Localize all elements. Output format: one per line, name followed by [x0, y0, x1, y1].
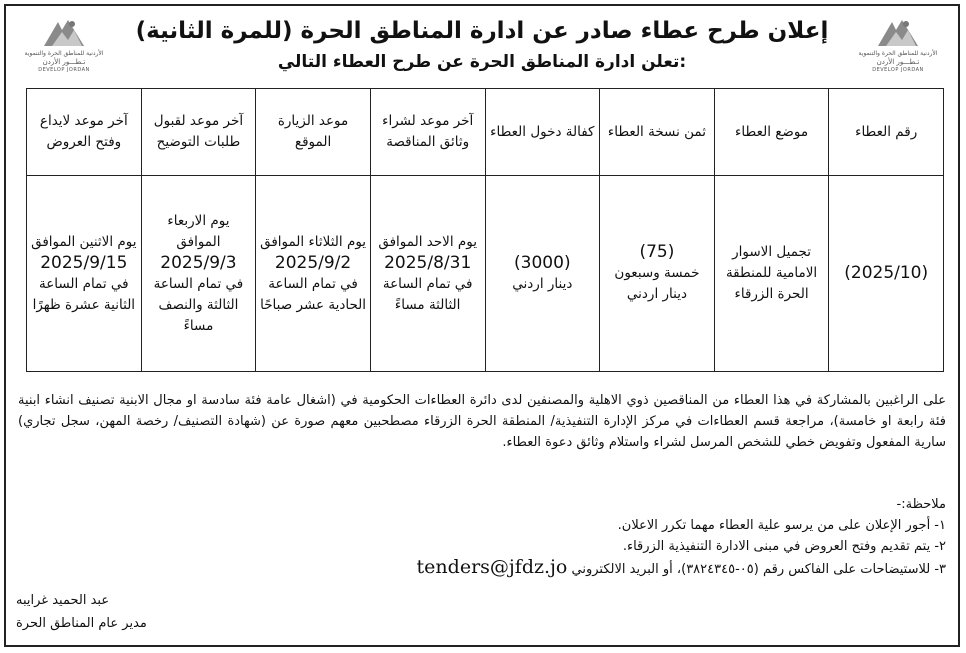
announcement-subtitle: تعلن ادارة المناطق الحرة عن طرح العطاء التالي:: [277, 52, 687, 72]
header-bid-bond: كفالة دخول العطاء: [485, 89, 600, 176]
header-copy-price: ثمن نسخة العطاء: [600, 89, 715, 176]
note-1: ١- أجور الإعلان على من يرسو علية العطاء مهما تكرر الاعلان.: [617, 518, 946, 533]
tender-announcement: [4, 4, 960, 647]
cell-site-visit: [256, 176, 371, 372]
logo-line2: تـطـــور الأردن: [42, 58, 86, 66]
develop-jordan-logo-icon: [38, 16, 90, 50]
header-submission-deadline: آخر موعد لايداع وفتح العروض: [27, 89, 142, 176]
table-row: [27, 176, 944, 372]
tender-number: (2025/10): [844, 262, 929, 283]
open-day: يوم الاثنين الموافق: [31, 233, 137, 250]
note-3-text: ٣- للاستيضاحات على الفاكس رقم (٠٥-٣٨٢٤٣٤٥)، أو البريد الالكتروني: [571, 562, 946, 577]
logo-line1: الأردنية للمناطق الحرة والتنموية: [24, 50, 104, 57]
header-tender-number: رقم العطاء: [829, 89, 944, 176]
cell-subject: تجميل الاسوار الامامية للمنطقة الحرة الزرقاء: [714, 176, 829, 372]
contact-email[interactable]: tenders@jfdz.jo: [416, 556, 568, 578]
cell-tender-number: [829, 176, 944, 372]
develop-jordan-logo-icon: [872, 16, 924, 50]
signatory-title: مدير عام المناطق الحرة: [16, 616, 147, 631]
price-amount: (75): [639, 242, 675, 262]
header-subject: موضع العطاء: [714, 89, 829, 176]
note-3: [18, 557, 946, 580]
notes-section: [18, 494, 946, 580]
logo-left: [14, 16, 114, 78]
open-date: 2025/9/15: [40, 252, 128, 273]
signatory-name: عبد الحميد غرايبه: [16, 593, 110, 608]
cell-bid-bond: [485, 176, 600, 372]
eligibility-paragraph: على الراغبين بالمشاركة في هذا العطاء من المناقصين ذوي الاهلية والمصنفين لدى دائرة العطاءات الحكومية في (اشغال عامة فئة سادسة او مجال الابنية تصنيف انشاء ابنية فئة رابعة او خامسة)، مراجعة قسم العطاءات في مركز الإدارة التنفيذية/ المنطقة الحرة الزرقاء مصطحبين معهم صورة عن (شهادة التصنيف/ رخصة المهن، سجل تجاري) سارية المفعول وتفويض خطي للشخص المرسل لشراء واستلام وثائق دعوة العطاء.: [18, 393, 946, 450]
header-clarification-deadline: آخر موعد لقبول طلبات التوضيح: [141, 89, 256, 176]
note-2: ٢- يتم تقديم وفتح العروض في مبنى الادارة التنفيذية الزرقاء.: [622, 539, 946, 554]
visit-day: يوم الثلاثاء الموافق: [260, 233, 367, 250]
header-purchase-deadline: آخر موعد لشراء وثائق المناقصة: [370, 89, 485, 176]
bond-amount: (3000): [514, 252, 571, 273]
purchase-time: في تمام الساعة الثالثة مساءً: [382, 275, 473, 313]
purchase-date: 2025/8/31: [384, 252, 472, 273]
logo-line3: DEVELOP JORDAN: [38, 67, 90, 73]
open-time: في تمام الساعة الثانية عشرة ظهرًا: [32, 275, 136, 313]
cell-purchase-deadline: [370, 176, 485, 372]
cell-submission-deadline: [27, 176, 142, 372]
header-site-visit: موعد الزيارة الموقع: [256, 89, 371, 176]
logo-line3: DEVELOP JORDAN: [872, 67, 924, 73]
clarify-day: يوم الاربعاء الموافق: [167, 212, 230, 250]
logo-line1: الأردنية للمناطق الحرة والتنموية: [858, 50, 938, 57]
visit-date: 2025/9/2: [274, 252, 352, 273]
logo-right: [848, 16, 948, 78]
clarify-date: 2025/9/3: [160, 252, 237, 273]
price-words: خمسة وسبعون دينار اردني: [614, 265, 700, 302]
table-header-row: [27, 89, 944, 176]
logo-line2: تـطـــور الأردن: [876, 58, 920, 66]
clarify-time: في تمام الساعة الثالثة والنصف مساءً: [153, 275, 244, 334]
purchase-day: يوم الاحد الموافق: [378, 233, 478, 250]
visit-time: في تمام الساعة الحادية عشر صباحًا: [260, 275, 367, 313]
tender-table: [26, 88, 944, 372]
bond-currency: دينار اردني: [512, 275, 573, 292]
cell-copy-price: [600, 176, 715, 372]
notes-heading: ملاحظة:-: [896, 497, 946, 512]
cell-clarification-deadline: [141, 176, 256, 372]
announcement-title: إعلان طرح عطاء صادر عن ادارة المناطق الحرة (للمرة الثانية): [135, 18, 829, 44]
